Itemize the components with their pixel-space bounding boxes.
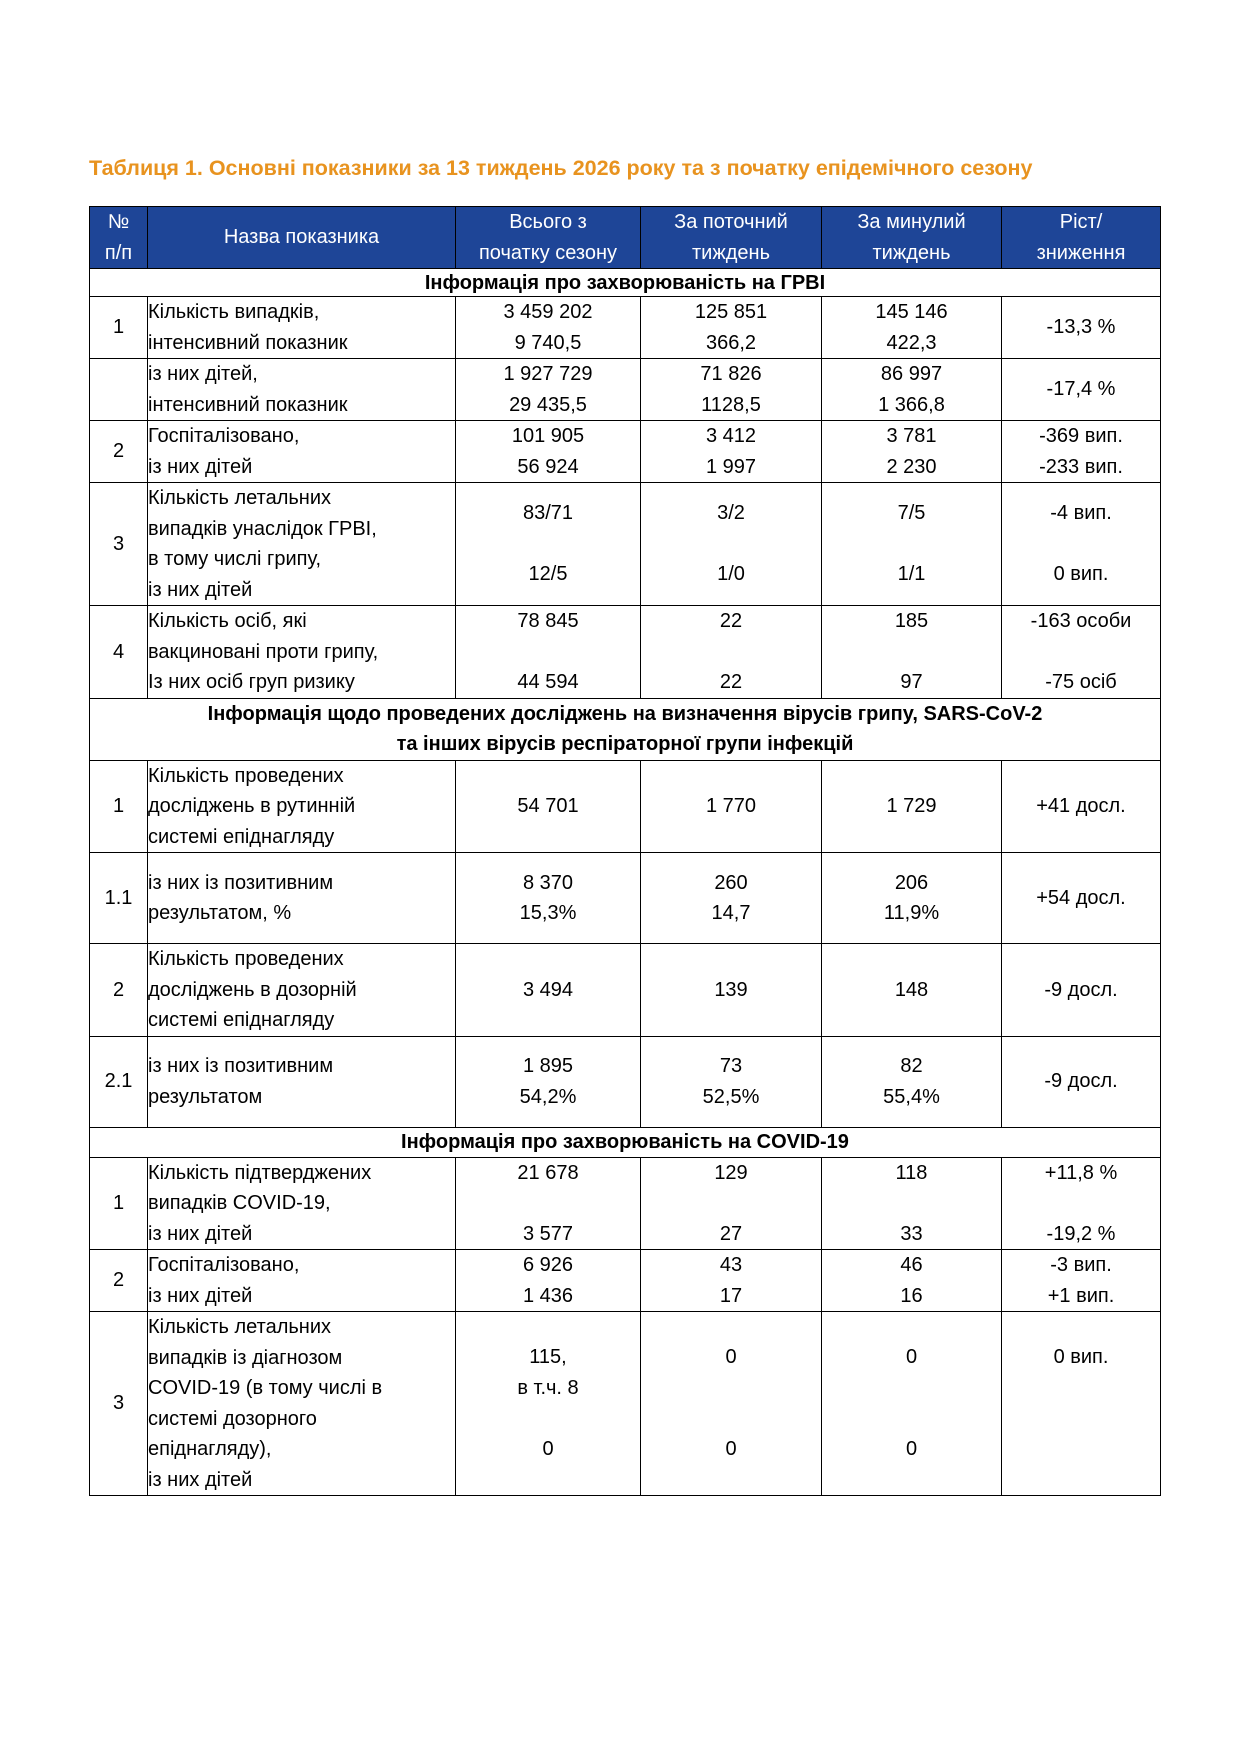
season-total-value: 8 370 15,3% [456,853,641,944]
previous-week-value: 86 997 1 366,8 [822,359,1002,421]
current-week-value: 71 826 1128,5 [641,359,822,421]
season-total-value: 101 905 56 924 [456,421,641,483]
season-total-value: 3 459 202 9 740,5 [456,297,641,359]
previous-week-value: 1 729 [822,760,1002,853]
indicator-name: Кількість летальних випадків унаслідок ГРВІ, в тому числі грипу, із них дітей [148,483,456,606]
season-total-value: 6 926 1 436 [456,1250,641,1312]
season-total-value: 21 678 3 577 [456,1157,641,1250]
current-week-value: 260 14,7 [641,853,822,944]
current-week-value: 129 27 [641,1157,822,1250]
change-value: +54 досл. [1002,853,1161,944]
indicator-name: Кількість проведених досліджень в рутинній системі епіднагляду [148,760,456,853]
table-row [90,421,1161,483]
table-row [90,1157,1161,1250]
row-number: 3 [90,1312,148,1496]
table-row [90,359,1161,421]
change-value: -17,4 % [1002,359,1161,421]
table-row [90,1312,1161,1496]
previous-week-value: 145 146 422,3 [822,297,1002,359]
current-week-value: 139 [641,944,822,1037]
indicator-name: Кількість випадків, інтенсивний показник [148,297,456,359]
change-value: -163 особи -75 осіб [1002,606,1161,699]
header-indicator-name: Назва показника [148,207,456,269]
current-week-value: 3 412 1 997 [641,421,822,483]
season-total-value: 78 845 44 594 [456,606,641,699]
previous-week-value: 206 11,9% [822,853,1002,944]
change-value: +11,8 % -19,2 % [1002,1157,1161,1250]
table-row [90,606,1161,699]
table-caption: Таблиця 1. Основні показники за 13 тиждень 2026 року та з початку епідемічного сезону [89,156,1033,180]
change-value: -9 досл. [1002,1036,1161,1127]
season-total-value: 115, в т.ч. 8 0 [456,1312,641,1496]
season-total-value: 83/71 12/5 [456,483,641,606]
previous-week-value: 148 [822,944,1002,1037]
header-previous-week: За минулий тиждень [822,207,1002,269]
current-week-value: 43 17 [641,1250,822,1312]
row-number: 2 [90,1250,148,1312]
header-number: № п/п [90,207,148,269]
season-total-value: 1 895 54,2% [456,1036,641,1127]
header-season-total: Всього з початку сезону [456,207,641,269]
section-title: Інформація щодо проведених досліджень на визначення вірусів грипу, SARS-CoV-2 та інших вірусів респіраторної групи інфекцій [90,698,1161,760]
table-row [90,483,1161,606]
previous-week-value: 0 0 [822,1312,1002,1496]
indicator-name: Кількість летальних випадків із діагнозом COVID-19 (в тому числі в системі дозорного епіднагляду), із них дітей [148,1312,456,1496]
change-value: -3 вип. +1 вип. [1002,1250,1161,1312]
header-change: Ріст/ зниження [1002,207,1161,269]
table-row [90,853,1161,944]
season-total-value: 3 494 [456,944,641,1037]
current-week-value: 22 22 [641,606,822,699]
previous-week-value: 3 781 2 230 [822,421,1002,483]
header-current-week: За поточний тиждень [641,207,822,269]
row-number [90,359,148,421]
indicator-name: Госпіталізовано, із них дітей [148,421,456,483]
current-week-value: 0 0 [641,1312,822,1496]
change-value: +41 досл. [1002,760,1161,853]
header-row [90,207,1161,269]
change-value: -13,3 % [1002,297,1161,359]
previous-week-value: 7/5 1/1 [822,483,1002,606]
row-number: 1 [90,760,148,853]
previous-week-value: 82 55,4% [822,1036,1002,1127]
indicator-name: Кількість проведених досліджень в дозорній системі епіднагляду [148,944,456,1037]
row-number: 2 [90,421,148,483]
row-number: 2 [90,944,148,1037]
table-row [90,1036,1161,1127]
previous-week-value: 185 97 [822,606,1002,699]
section-row-covid [90,1127,1161,1157]
row-number: 4 [90,606,148,699]
table-row [90,1250,1161,1312]
row-number: 3 [90,483,148,606]
indicator-name: із них дітей, інтенсивний показник [148,359,456,421]
indicators-table [89,206,1161,1496]
section-title: Інформація про захворюваність на ГРВІ [90,269,1161,297]
table-row [90,944,1161,1037]
season-total-value: 1 927 729 29 435,5 [456,359,641,421]
section-row-arvi [90,269,1161,297]
previous-week-value: 118 33 [822,1157,1002,1250]
change-value: -4 вип. 0 вип. [1002,483,1161,606]
row-number: 1 [90,1157,148,1250]
change-value: -369 вип. -233 вип. [1002,421,1161,483]
table-row [90,297,1161,359]
row-number: 1 [90,297,148,359]
indicator-name: Кількість осіб, які вакциновані проти грипу, Із них осіб груп ризику [148,606,456,699]
change-value: -9 досл. [1002,944,1161,1037]
season-total-value: 54 701 [456,760,641,853]
current-week-value: 73 52,5% [641,1036,822,1127]
current-week-value: 3/2 1/0 [641,483,822,606]
indicator-name: із них із позитивним результатом, % [148,853,456,944]
row-number: 2.1 [90,1036,148,1127]
section-title: Інформація про захворюваність на COVID-19 [90,1127,1161,1157]
indicator-name: Кількість підтверджених випадків COVID-19, із них дітей [148,1157,456,1250]
section-row-lab-tests [90,698,1161,760]
current-week-value: 125 851 366,2 [641,297,822,359]
indicator-name: Госпіталізовано, із них дітей [148,1250,456,1312]
previous-week-value: 46 16 [822,1250,1002,1312]
indicator-name: із них із позитивним результатом [148,1036,456,1127]
row-number: 1.1 [90,853,148,944]
change-value: 0 вип. [1002,1312,1161,1496]
current-week-value: 1 770 [641,760,822,853]
table-row [90,760,1161,853]
